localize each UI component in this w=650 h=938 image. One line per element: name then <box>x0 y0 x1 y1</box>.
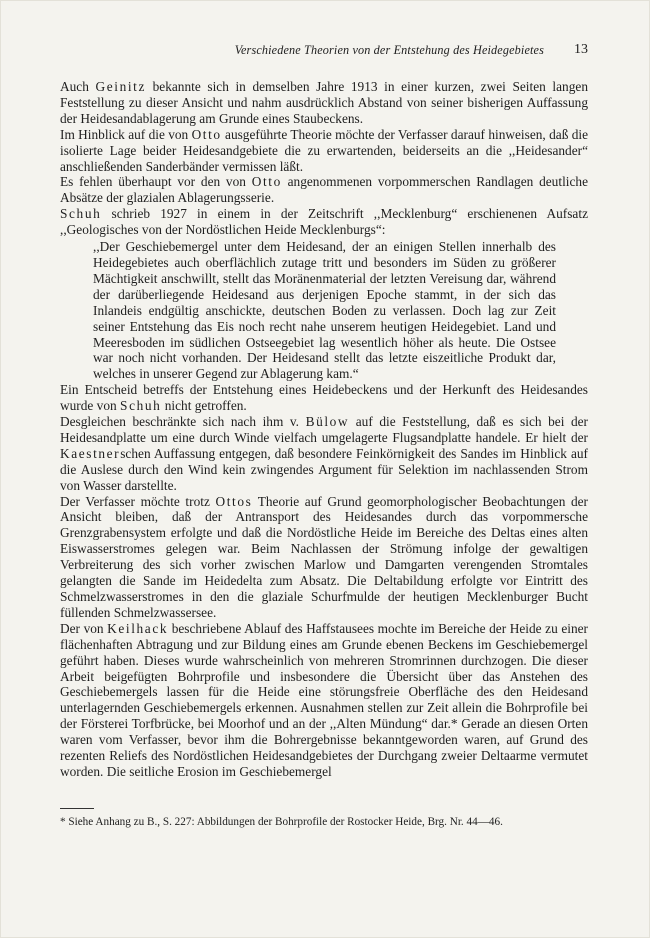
author-name: Bülow <box>305 414 350 430</box>
block-quote: ,,Der Geschiebemergel unter dem Heidesand, der an einigen Stellen innerhalb des Heidegebietes auch oberflächlich zutage tritt und besonders im Süden zu größerer Mächtigkeit anschwillt, stellt das Moränenmaterial der letzten Vereisung dar, während der darüberliegende Heidesand aus derjenigen Epoche stammt, in der sich das Inlandeis endgültig anschickte, deutschen Boden zu verlassen. Doch lag zur Zeit seiner Entstehung das Eis noch recht nahe unserem heutigen Heidegebiet. Land und Meeresboden im südlichen Ostseegebiet lag wesentlich höher als heute. Die Ostsee war noch nicht vorhanden. Der Heidesand stellt das letzte eiszeitliche Produkt dar, welches in unserer Gegend zur Ablagerung kam.“ <box>93 239 556 382</box>
body-text <box>60 79 588 780</box>
author-name: Kaestner <box>60 445 121 461</box>
page-header <box>60 43 588 61</box>
paragraph-entscheid: Ein Entscheid betreffs der Entstehung eines Heidebeckens und der Herkunft des Heidesandes wurde von Schuh nicht getroffen. <box>60 382 588 414</box>
paragraph-schuh: Schuh schrieb 1927 in einem in der Zeitschrift ,,Mecklenburg“ erschienenen Aufsatz ,,Geologisches von der Nordöstlichen Heide Mecklenburgs“: <box>60 206 588 238</box>
paragraph-geinitz: Auch Geinitz bekannte sich in demselben Jahre 1913 in einer kurzen, zwei Seiten langen Feststellung zu dieser Ansicht und nahm ausdrücklich Abstand von seiner bisherigen Auffassung der Heidesandablagerung am Grunde eines Staubeckens. <box>60 79 588 126</box>
author-name: Otto <box>191 126 222 142</box>
author-name: Keilhack <box>107 620 169 636</box>
author-name: Otto <box>251 174 282 190</box>
footnote: * Siehe Anhang zu B., S. 227: Abbildungen der Bohrprofile der Rostocker Heide, Brg. Nr. 44—46. <box>60 816 503 828</box>
author-name: Schuh <box>60 206 102 222</box>
author-name: Schuh <box>120 398 162 414</box>
footnote-rule <box>60 808 94 809</box>
page-number: 13 <box>574 42 588 57</box>
paragraph-buelow: Desgleichen beschränkte sich nach ihm v. Bülow auf die Feststellung, daß es sich bei der Heidesandplatte um eine durch Winde vielfach umgelagerte Flugsandplatte handele. Er hielt der Kaestnerschen Auffassung entgegen, daß besondere Feinkörnigkeit des Sandes im Hinblick auf die Auslese durch den Wind kein zwingendes Argument für Selektion im nachlassenden Strom von Wasser darstellte. <box>60 414 588 493</box>
paragraph-keilhack: Der von Keilhack beschriebene Ablauf des Haffstausees mochte im Bereiche der Heide zu einer flächenhaften Abtragung und zur Bildung eines am Grunde ebenen Beckens im Geschiebemergel geführt haben. Dieses wurde wahrscheinlich von mehreren Stromrinnen durchzogen. Die dieser Arbeit beigefügten Bohrprofile und insbesondere die Übersicht über das Anstehen des Geschiebemergels lassen für die Heide eine störungsfreie Oberfläche des den Heidesand unterlagernden Geschiebemergels erkennen. Ausnahmen stellen zur Zeit allein die Bohrprofile bei der Försterei Torfbrücke, bei Moorhof und an der ,,Alten Mündung“ dar.* Gerade an diesen Orten waren vom Verfasser, bevor ihm die Bohrergebnisse bekanntgeworden waren, auf Grund des rezenten Reliefs des Nordöstlichen Heidesandgebietes der Durchgang zweier Deltaarme vermutet worden. Die seitliche Erosion im Geschiebemergel <box>60 620 588 779</box>
author-name: Geinitz <box>95 79 146 94</box>
author-name: Ottos <box>215 493 253 509</box>
paragraph-otto-theory: Im Hinblick auf die von Otto ausgeführte Theorie möchte der Verfasser darauf hinweisen, daß die isolierte Lage beider Heidesandgebiete die zu erwartenden, beiderseits an die ,,Heidesander“ anschließenden Sanderbänder vermissen läßt. <box>60 126 589 174</box>
running-title: Verschiedene Theorien von der Entstehung des Heidegebietes <box>234 43 544 57</box>
paragraph-randlagen: Es fehlen überhaupt vor den von Otto angenommenen vorpommerschen Randlagen deutliche Absätze der glazialen Ablagerungsserie. <box>60 174 588 206</box>
paragraph-verfasser: Der Verfasser möchte trotz Ottos Theorie auf Grund geomorphologischer Beobachtungen der Ansicht bleiben, daß der Antransport des Heidesandes durch das vorpommersche Grenzgrabensystem erfolgte und daß die Nordöstliche Heide im Bereiche des Deltas eines alten Eiswasserstromes gelegen war. Beim Nachlassen der Strömung infolge der gewaltigen Verbreiterung des sich vorher zwischen Marlow und Damgarten verengenden Stromtales gelangten die Sande im Heidedelta zum Absatz. Die Deltabildung erfolgte vor Eintritt des Schmelzwasserstromes in den die glaziale Schurfmulde der heutigen Mecklenburger Bucht füllenden Schmelzwassersee. <box>60 493 588 620</box>
